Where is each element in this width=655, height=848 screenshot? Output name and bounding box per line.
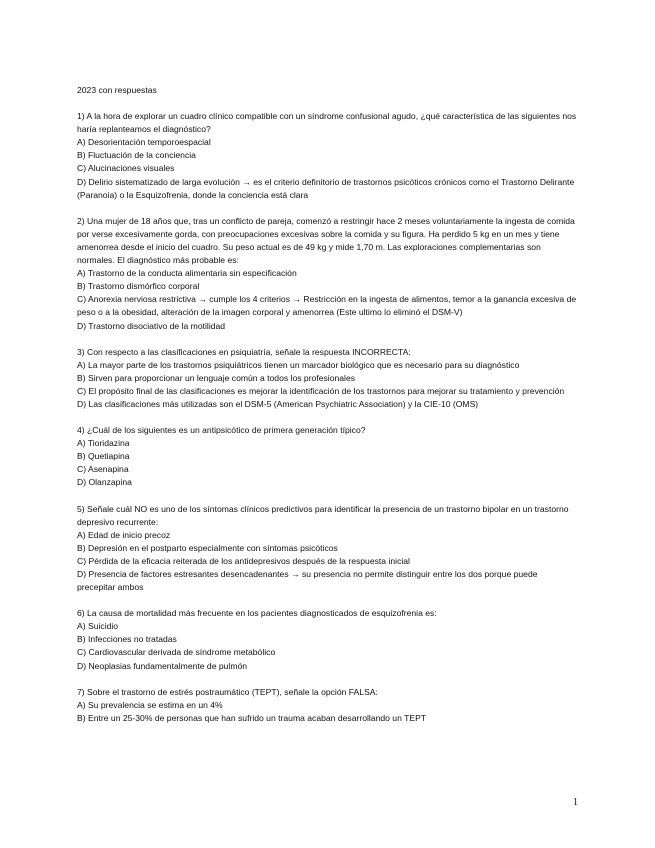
- answer-option-b: B) Entre un 25-30% de personas que han sufrido un trauma acaban desarrollando un TEPT: [77, 712, 427, 723]
- answer-option-b: B) Sirven para proporcionar un lenguaje común a todos los profesionales: [77, 372, 356, 383]
- answer-options: [77, 529, 577, 594]
- answer-option-c: C) Cardiovascular derivada de síndrome metabólico: [77, 647, 276, 658]
- answer-options: [77, 620, 577, 672]
- answer-option-c: C) El propósito final de las clasificaciones es mejorar la identificación de los trastornos para mejorar su tratamiento y prevención: [77, 385, 565, 396]
- page-number: 1: [573, 797, 578, 808]
- answer-options: [77, 267, 577, 332]
- answer-options: [77, 359, 577, 411]
- answer-option-b: B) Infecciones no tratadas: [77, 634, 177, 645]
- question-stem: 7) Sobre el trastorno de estrés postraumático (TEPT), señale la opción FALSA:: [77, 686, 378, 697]
- question-stem: 5) Señale cuál NO es uno de los síntomas clínicos predictivos para identificar la presencia de un trastorno bipolar en un trastorno depresivo recurrente:: [77, 503, 569, 527]
- question-1: [77, 110, 577, 202]
- answer-option-c: C) Pérdida de la eficacia reiterada de los antidepresivos después de la respuesta inicial: [77, 555, 410, 566]
- answer-option-a: A) Tioridazina: [77, 438, 130, 449]
- answer-option-a: A) Suicidio: [77, 621, 119, 632]
- question-5: [77, 503, 577, 595]
- answer-option-a: A) Su prevalencia se estima en un 4%: [77, 699, 223, 710]
- answer-option-d: D) Neoplasias fundamentalmente de pulmón: [77, 660, 248, 671]
- answer-option-b: B) Depresión en el postparto especialmente con síntomas psicóticos: [77, 542, 338, 553]
- answer-options: [77, 437, 577, 489]
- answer-option-a: A) Edad de inicio precoz: [77, 529, 171, 540]
- question-stem: 2) Una mujer de 18 años que, tras un conflicto de pareja, comenzó a restringir hace 2 meses voluntariamente la ingesta de comida por verse excesivamente gorda, con preocupaciones excesivas sobre la comida y su figura. Ha perdido 5 kg en un mes y tiene amenorrea desde el inicio del cuadro. Su peso actual es de 49 kg y mide 1,70 m. Las exploraciones complementarias son normales. El diagnóstico más probable es:: [77, 215, 575, 266]
- answer-option-c: C) Anorexia nerviosa restrictiva → cumple los 4 criterios → Restricción en la ingesta de alimentos, temor a la ganancia excesiva de peso o a la obesidad, alteración de la imagen corporal y amenorrea (Este ultimo lo eliminó el DSM-V): [77, 294, 577, 318]
- answer-option-d: D) Las clasificaciones más utilizadas son el DSM-5 (American Psychiatric Association) y la CIE-10 (OMS): [77, 398, 479, 409]
- question-6: [77, 607, 577, 672]
- answer-option-d: D) Trastorno disociativo de la motilidad: [77, 320, 226, 331]
- answer-option-b: B) Trastorno dismórfico corporal: [77, 281, 200, 292]
- answer-options: [77, 136, 577, 201]
- question-7: [77, 686, 577, 725]
- question-2: [77, 215, 577, 333]
- answer-option-b: B) Quetiapina: [77, 451, 130, 462]
- page-content: [77, 84, 577, 738]
- question-stem: 3) Con respecto a las clasificaciones en psiquiatría, señale la respuesta INCORRECTA:: [77, 346, 411, 357]
- question-3: [77, 346, 577, 411]
- answer-options: [77, 699, 577, 725]
- answer-option-d: D) Presencia de factores estresantes desencadenantes → su presencia no permite distinguir entre los dos porque puede precepitar ambos: [77, 569, 538, 593]
- answer-option-d: D) Delirio sistematizado de larga evolución → es el criterio definitorio de trastornos psicóticos crónicos como el Trastorno Delirante (Paranoia) o la Esquizofrenia, donde la conciencia está clara: [77, 176, 575, 200]
- answer-option-a: A) Desorientación temporoespacial: [77, 137, 211, 148]
- answer-option-a: A) La mayor parte de los trastornos psiquiátricos tienen un marcador biológico que es necesario para su diagnóstico: [77, 359, 520, 370]
- answer-option-d: D) Olanzapina: [77, 477, 132, 488]
- answer-option-c: C) Alucinaciones visuales: [77, 163, 175, 174]
- document-header: 2023 con respuestas: [77, 85, 157, 95]
- answer-option-b: B) Fluctuación de la conciencia: [77, 150, 196, 161]
- question-stem: 4) ¿Cuál de los siguientes es un antipsicótico de primera generación típico?: [77, 425, 366, 436]
- question-stem: 6) La causa de mortalidad más frecuente en los pacientes diagnosticados de esquizofrenia es:: [77, 608, 437, 619]
- answer-option-c: C) Asenapina: [77, 464, 129, 475]
- question-4: [77, 424, 577, 489]
- answer-option-a: A) Trastorno de la conducta alimentaria sin especificación: [77, 268, 297, 279]
- question-stem: 1) A la hora de explorar un cuadro clínico compatible con un síndrome confusional agudo, ¿qué característica de las siguientes nos haría replanteamos el diagnóstico?: [77, 111, 577, 135]
